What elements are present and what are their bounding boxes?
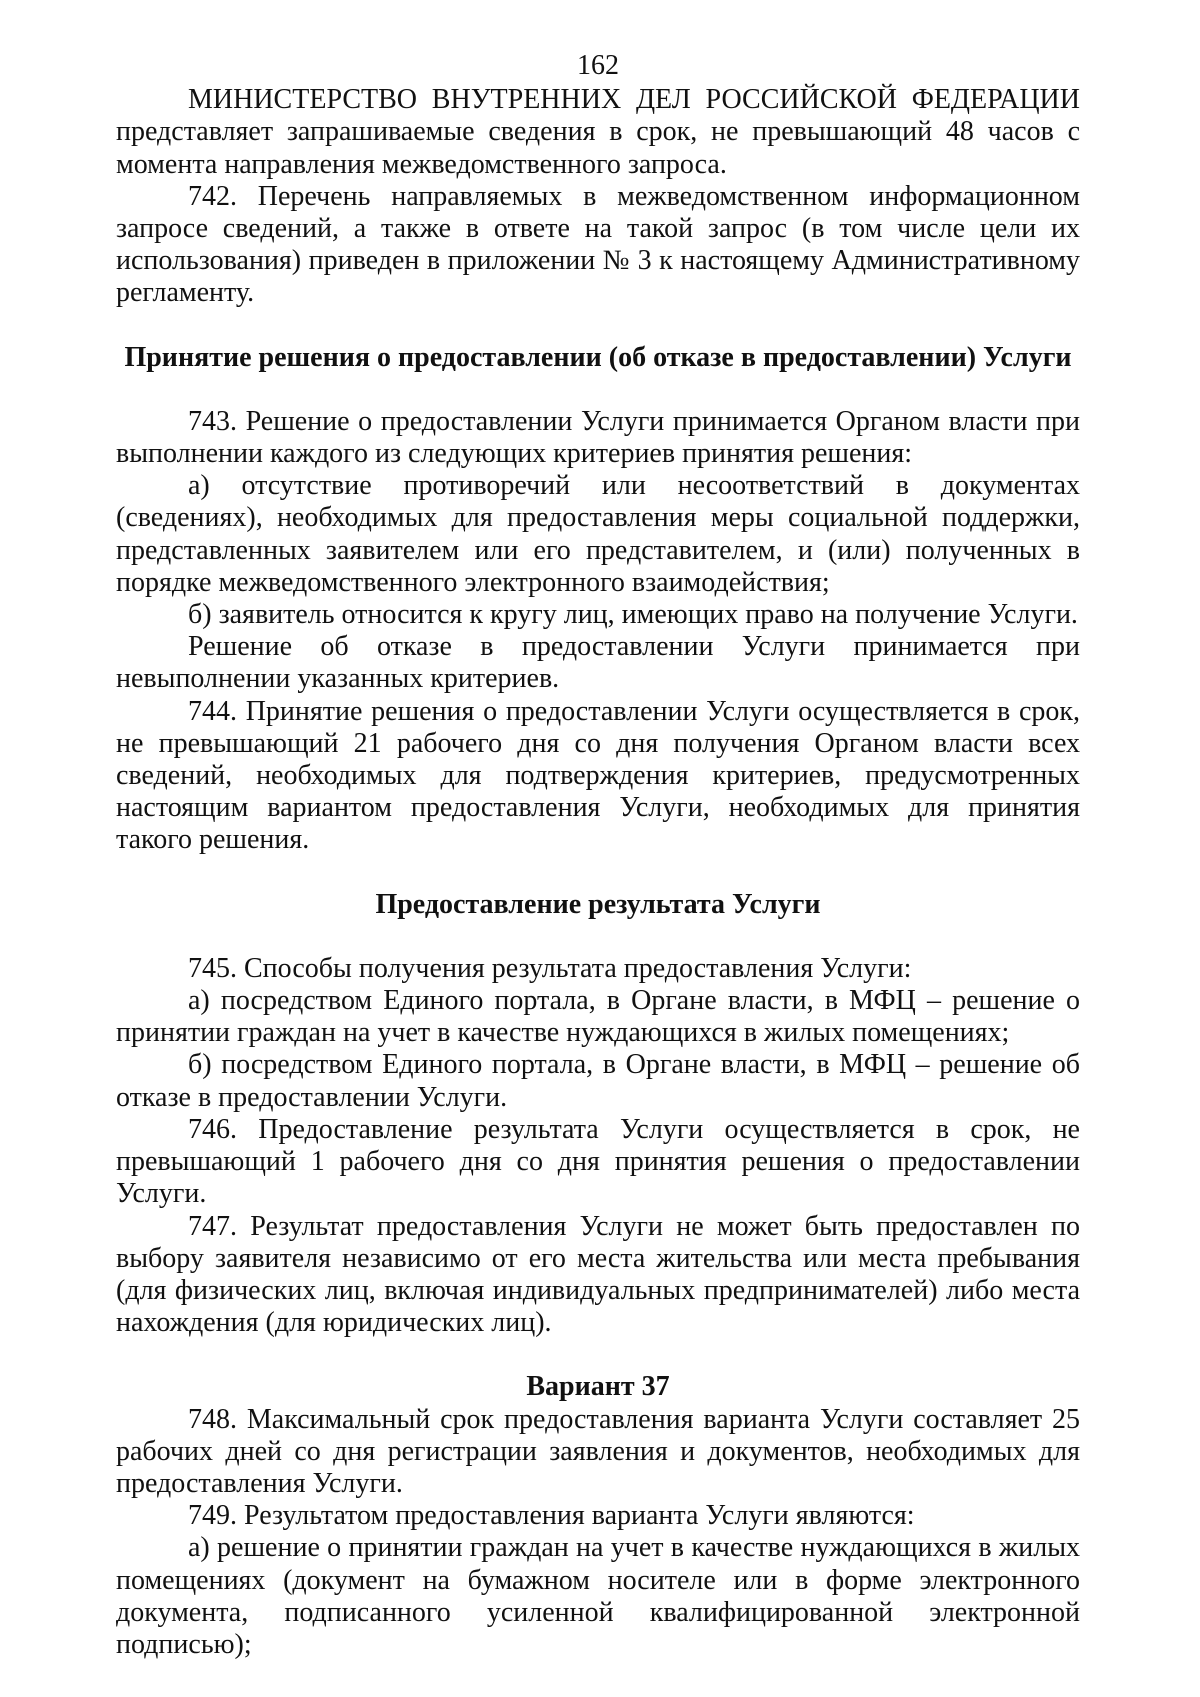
paragraph-742: 742. Перечень направляемых в межведомственном информационном запросе сведений, а также в ответе на такой запрос (в том числе цели их использования) приведен в приложении № 3 к настоящему Административному регламенту.	[116, 180, 1080, 309]
paragraph-748: 748. Максимальный срок предоставления варианта Услуги составляет 25 рабочих дней со дня регистрации заявления и документов, необходимых для предоставления Услуги.	[116, 1403, 1080, 1499]
section-heading-result: Предоставление результата Услуги	[375, 888, 821, 920]
paragraph-743-b: б) заявитель относится к кругу лиц, имеющих право на получение Услуги.	[188, 599, 1078, 631]
paragraph-749-a: а) решение о принятии граждан на учет в качестве нуждающихся в жилых помещениях (документ на бумажном носителе или в форме электронного документа, подписанного усиленной квалифицированной электронной подписью);	[116, 1532, 1080, 1660]
page-number: 162	[577, 50, 619, 81]
paragraph-745: 745. Способы получения результата предоставления Услуги:	[188, 952, 912, 984]
paragraph-745-a: а) посредством Единого портала, в Органе власти, в МФЦ – решение о принятии граждан на учет в качестве нуждающихся в жилых помещениях;	[116, 985, 1080, 1049]
paragraph-743-a: а) отсутствие противоречий или несоответствий в документах (сведениях), необходимых для предоставления меры социальной поддержки, представленных заявителем или его представителем, и (или) полученных в порядке межведомственного электронного взаимодействия;	[116, 470, 1080, 598]
document-page	[116, 50, 1080, 1661]
paragraph-747: 747. Результат предоставления Услуги не может быть предоставлен по выбору заявителя независимо от его места жительства или места пребывания (для физических лиц, включая индивидуальных предпринимателей) либо места нахождения (для юридических лиц).	[116, 1210, 1080, 1339]
paragraph-749: 749. Результатом предоставления варианта Услуги являются:	[188, 1500, 915, 1532]
paragraph-ministry: МИНИСТЕРСТВО ВНУТРЕННИХ ДЕЛ РОССИЙСКОЙ ФЕДЕРАЦИИ представляет запрашиваемые сведения в срок, не превышающий 48 часов с момента направления межведомственного запроса.	[116, 84, 1080, 180]
paragraph-746: 746. Предоставление результата Услуги осуществляется в срок, не превышающий 1 рабочего дня со дня принятия решения о предоставлении Услуги.	[116, 1113, 1080, 1210]
section-heading-variant-37: Вариант 37	[526, 1371, 670, 1403]
section-heading-decision: Принятие решения о предоставлении (об отказе в предоставлении) Услуги	[124, 341, 1072, 373]
paragraph-745-b: б) посредством Единого портала, в Органе власти, в МФЦ – решение об отказе в предоставлении Услуги.	[116, 1049, 1080, 1113]
paragraph-744: 744. Принятие решения о предоставлении Услуги осуществляется в срок, не превышающий 21 рабочего дня со дня получения Органом власти всех сведений, необходимых для подтверждения критериев, предусмотренных настоящим вариантом предоставления Услуги, необходимых для принятия такого решения.	[116, 695, 1080, 856]
paragraph-refusal: Решение об отказе в предоставлении Услуги принимается при невыполнении указанных критериев.	[116, 631, 1080, 695]
paragraph-743: 743. Решение о предоставлении Услуги принимается Органом власти при выполнении каждого из следующих критериев принятия решения:	[116, 405, 1080, 470]
